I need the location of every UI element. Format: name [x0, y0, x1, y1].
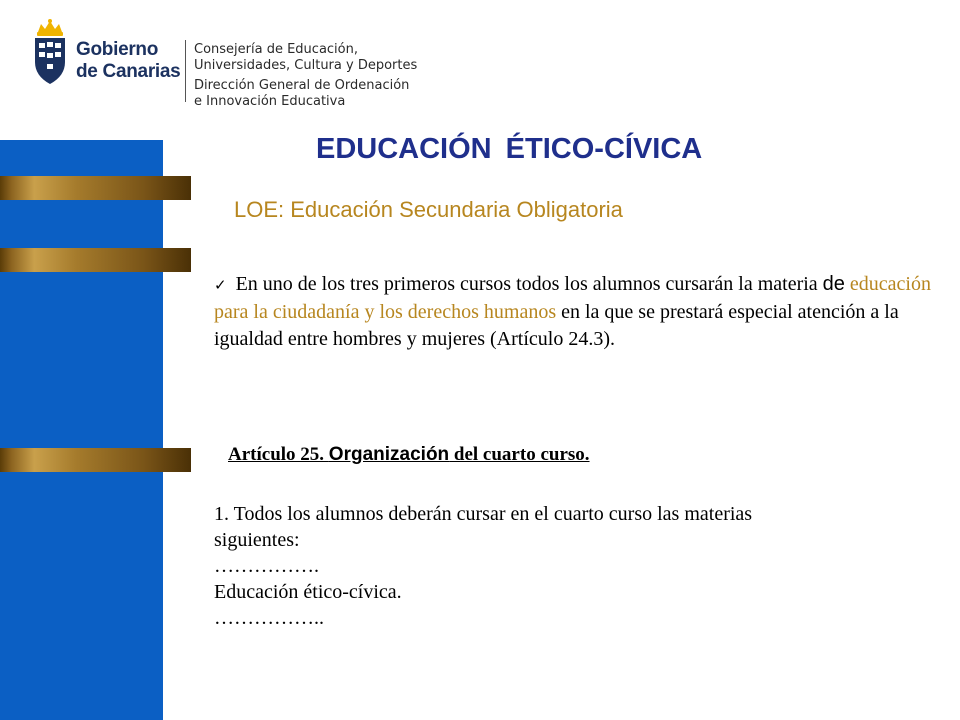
article-heading-a: Artículo 25.: [228, 444, 329, 465]
article-heading-c: del cuarto curso.: [449, 444, 590, 465]
logo-line-1: Gobierno: [76, 39, 159, 60]
brass-bar-3: [0, 448, 191, 472]
article-line-2: siguientes:: [214, 529, 300, 551]
logo-line-2: de Canarias: [76, 61, 181, 82]
gobierno-canarias-crest-icon: [30, 18, 70, 88]
article-line-1: 1. Todos los alumnos deberán cursar en el cuarto curso las materias: [214, 503, 753, 525]
brass-bar-1: [0, 176, 191, 200]
checkmark-icon: ✓: [214, 276, 227, 294]
dept-line-3: Dirección General de Ordenación: [194, 78, 410, 93]
department-block: [194, 42, 417, 110]
bullet-text-4: en la que se prestará especial atención a la igualdad entre hombres y mujeres (Artículo 24.3).: [214, 301, 899, 350]
dept-line-1: Consejería de Educación,: [194, 42, 358, 57]
left-blue-bar: [0, 140, 163, 720]
slide-title: EDUCACIÓN ÉTICO-CÍVICA: [316, 133, 703, 165]
article-body: [214, 501, 914, 631]
dept-line-2: Universidades, Cultura y Deportes: [194, 58, 418, 73]
article-heading: [228, 444, 590, 466]
bullet-text-2: de: [822, 273, 845, 295]
logo-wordmark: [76, 39, 180, 83]
logo-divider: [185, 40, 186, 102]
article-line-4: Educación ético-cívica.: [214, 581, 402, 603]
bullet-paragraph: [214, 271, 944, 353]
bullet-text-1: En uno de los tres primeros cursos todos los alumnos cursarán la materia: [230, 273, 818, 295]
dept-line-4: e Innovación Educativa: [194, 94, 346, 109]
article-line-3: …………….: [214, 555, 319, 577]
article-line-5: ……………..: [214, 607, 324, 629]
article-heading-b: Organización: [328, 444, 450, 465]
brass-bar-2: [0, 248, 191, 272]
bullet-highlight: educación para la ciudadanía y los derechos humanos: [214, 273, 931, 323]
slide-subtitle: LOE: Educación Secundaria Obligatoria: [234, 197, 623, 222]
